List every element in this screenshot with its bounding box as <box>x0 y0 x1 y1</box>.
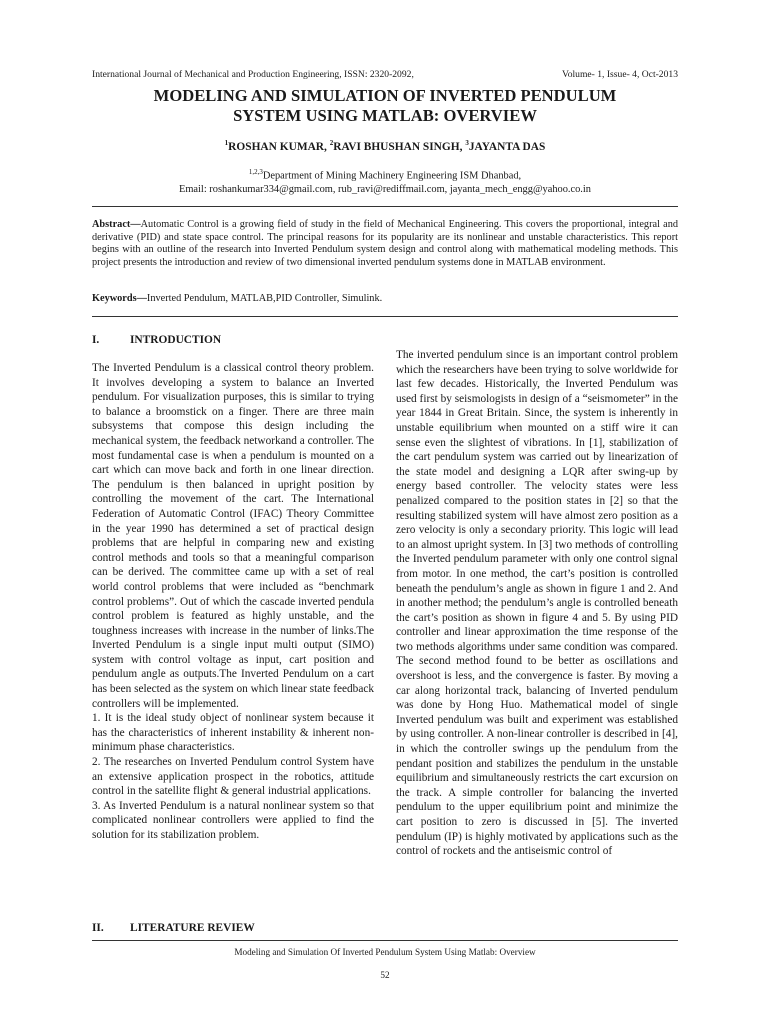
section-1-title: INTRODUCTION <box>130 334 222 346</box>
section-2-number: II. <box>92 922 104 934</box>
author-2: RAVI BHUSHAN SINGH, <box>333 140 463 153</box>
author-3-sup: 3 <box>465 139 469 147</box>
section-1-number: I. <box>92 334 100 346</box>
affiliation-dept: Department of Mining Machinery Engineering ISM Dhanbad, <box>262 170 522 182</box>
affiliation-email: Email: roshankumar334@gmail.com, rub_ravi@rediffmail.com, jayanta_mech_engg@yahoo.co.in <box>179 184 591 196</box>
paper-title <box>92 86 678 126</box>
section-heading-introduction <box>92 334 221 346</box>
review-paragraph: The inverted pendulum since is an important control problem which the researchers have been trying to solve worldwide for last few decades. Historically, the Inverted Pendulum was used first by seismologists in design of a “seismometer” in the year 1844 in Great Britain. Since, the system is inherently in unstable equilibrium when mounted on a stiff wire it can sense even the slightest of vibrations. In [1], stabilization of the cart pendulum system was carried out by linearization of the state model and designing a LQR after swing-up by energy based controller. The velocity states were less penalized compared to the position states in [2] so that the resulting stabilized system will have almost zero position as a zero velocity is only a secondary priority. This logic will lead to an almost upright system. In [3] two methods of controlling the Inverted pendulum parameter with only one control signal from motor. In one method, the cart’s position is controlled beneath the pendulum’s angle as shown in figure 1 and 2. And in another method; the pendulum’s angle is controlled beneath the cart’s position as shown in figure 4 and 5. By using PID controller and linear approximation the time response of the two methods algorithms under same condition was compared. The second method found to be better as oscillations and overshoot is less, and the convergence is faster. By moving a car along horizontal track, balancing of Inverted pendulum was done by Hong Huo. Mathematical model of single Inverted pendulum was built and experiment was established by using controller. A non-linear controller is described in [4], in which the controller swings up the pendulum from the pendant position and stabilizes the pendulum in the unstable equilibrium and simultaneously restricts the cart excursion on the track. A simple controller for balancing the inverted pendulum to the upper equilibrium point and minimize the cart position to zero is discussed in [5]. The inverted pendulum (IP) is highly motivated by applications such as the control of rockets and the antiseismic control of <box>396 349 678 858</box>
running-footer: Modeling and Simulation Of Inverted Pendulum System Using Matlab: Overview <box>234 947 536 957</box>
list-item-2: 2. The researches on Inverted Pendulum control System have an extensive application prospect in the robotics, attitude control in the satellite flight & general industrial applications. <box>92 756 374 798</box>
section-2-title: LITERATURE REVIEW <box>130 922 255 934</box>
page-number: 52 <box>380 970 390 980</box>
intro-paragraph: The Inverted Pendulum is a classical control theory problem. It involves developing a system to balance an Inverted pendulum. For visualization purposes, this is similar to trying to balance a broomstick on a finger. There are three main subsystems that compose this design including the mechanical system, the feedback networkand a controller. The most fundamental case is when a pendulum is mounted on a cart which can move back and forth in one linear direction. The pendulum is then balanced in upright position by controlling the movement of the cart. The International Federation of Automatic Control (IFAC) Theory Committee in the year 1990 has determined a set of practical design problems that are helpful in comparing new and existing control methods and tools so that a meaningful comparison can be derived. The committee came up with a set of real world control problems that were included as “benchmark control problems”. Out of which the cascade inverted pendula control problem is featured as highly unstable, and the toughness increases with increase in the number of links.The Inverted Pendulum is a single input multi output (SIMO) system with control voltage as input, cart position and pendulum angle as outputs.The Inverted Pendulum on a cart has been selected as the system on which linear state feedback controllers will be implemented. <box>92 362 374 710</box>
divider-footer <box>92 940 678 941</box>
keywords-label: Keywords— <box>92 293 147 304</box>
divider-top <box>92 206 678 207</box>
title-line-1: MODELING AND SIMULATION OF INVERTED PENDULUM <box>153 86 617 105</box>
author-1-sup: 1 <box>224 139 229 147</box>
affiliation <box>92 165 678 197</box>
abstract <box>92 219 678 269</box>
author-1: ROSHAN KUMAR, <box>228 140 327 153</box>
title-line-2: SYSTEM USING MATLAB: OVERVIEW <box>233 106 537 125</box>
affiliation-sup: 1,2,3 <box>248 168 263 176</box>
list-item-3: 3. As Inverted Pendulum is a natural nonlinear system so that complicated nonlinear controllers were applied to find the solution for its stabilization problem. <box>92 799 374 841</box>
left-column <box>92 361 374 843</box>
abstract-label: Abstract— <box>92 219 141 230</box>
author-3: JAYANTA DAS <box>468 140 546 153</box>
author-2-sup: 2 <box>329 139 334 147</box>
right-column <box>396 348 678 859</box>
volume-info: Volume- 1, Issue- 4, Oct-2013 <box>562 69 678 80</box>
section-heading-literature-review <box>92 922 255 934</box>
journal-info: International Journal of Mechanical and Production Engineering, ISSN: 2320-2092, <box>92 69 414 80</box>
divider-bottom <box>92 316 678 317</box>
keywords <box>92 293 678 304</box>
author-list <box>92 139 678 153</box>
abstract-text: Automatic Control is a growing field of study in the field of Mechanical Engineering. This covers the proportional, integral and derivative (PID) and state space control. The principal reasons for its popularity are its nonlinear and unstable characteristics. This report begins with an outline of the research into Inverted Pendulum system design and control along with mathematical modeling methods. This project presents the introduction and review of two dimensional inverted pendulum systems done in MATLAB environment. <box>92 219 678 268</box>
list-item-1: 1. It is the ideal study object of nonlinear system because it has the characteristics of inherent instability & inherent non-minimum phase characteristics. <box>92 712 374 754</box>
keywords-text: Inverted Pendulum, MATLAB,PID Controller, Simulink. <box>146 293 383 304</box>
